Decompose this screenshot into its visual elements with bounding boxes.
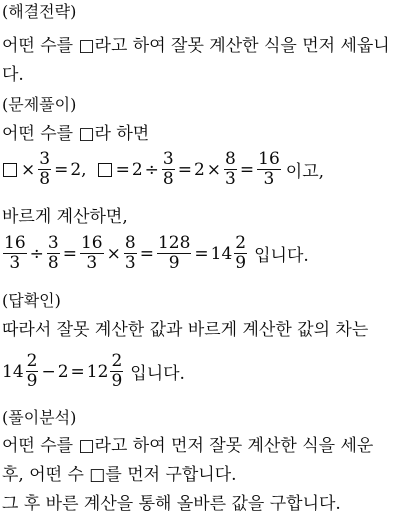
strategy-text-line1: 어떤 수를 □라고 하여 잘못 계산한 식을 먼저 세웁니 bbox=[2, 36, 390, 56]
analysis-text-line1: 어떤 수를 □라고 하여 먼저 잘못 계산한 식을 세운 bbox=[2, 436, 374, 456]
solution-text-line3: 바르게 계산하면, bbox=[2, 207, 128, 227]
analysis-text-line3: 그 후 바른 계산을 통해 올바른 값을 구합니다. bbox=[2, 494, 341, 514]
fraction-2-9: $\frac{2}{9}$ bbox=[235, 233, 247, 273]
fraction-8-3: $\frac{8}{3}$ bbox=[124, 233, 136, 273]
solution-equation-2: $\frac{16}{3}$ ÷ $\frac{3}{8}$ = $\frac{16}{3}$ × $\frac{8}{3}$ = $\frac{128}{9}$ = 14 $\frac{2}{9}$ 입니다. bbox=[4, 233, 309, 273]
solution-eq1-tail: 이고, bbox=[285, 162, 325, 182]
fraction-3-8: $\frac{3}{8}$ bbox=[47, 233, 59, 273]
fraction-8-3: $\frac{8}{3}$ bbox=[225, 149, 236, 189]
solution-eq2-tail: 입니다. bbox=[254, 246, 309, 266]
strategy-text-line2: 다. bbox=[2, 65, 24, 85]
fraction-3-8: $\frac{3}{8}$ bbox=[39, 149, 51, 189]
section-title-solution: (문제풀이) bbox=[2, 95, 77, 114]
fraction-2-9: $\frac{2}{9}$ bbox=[26, 351, 38, 391]
section-title-strategy: (해결전략) bbox=[2, 2, 77, 21]
solution-equation-1: × $\frac{3}{8}$ = 2 , = 2 ÷ $\frac{3}{8}$ = 2 × $\frac{8}{3}$ = $\frac{16}{3}$ 이고, bbox=[2, 150, 324, 189]
fraction-16-3: $\frac{16}{3}$ bbox=[258, 149, 280, 189]
section-title-check: (답확인) bbox=[2, 291, 61, 310]
fraction-128-9: $\frac{128}{9}$ bbox=[157, 233, 191, 273]
solution-text-line1: 어떤 수를 □라 하면 bbox=[2, 124, 150, 144]
section-title-analysis: (풀이분석) bbox=[2, 408, 77, 427]
fraction-16-3: $\frac{16}{3}$ bbox=[4, 233, 26, 273]
check-eq-tail: 입니다. bbox=[130, 364, 185, 384]
check-equation: 14 $\frac{2}{9}$ − 2 = 12 $\frac{2}{9}$ 입니다. bbox=[2, 351, 185, 391]
unknown-box-symbol bbox=[3, 163, 17, 177]
fraction-2-9: $\frac{2}{9}$ bbox=[111, 351, 123, 391]
analysis-text-line2: 후, 어떤 수 □를 먼저 구합니다. bbox=[2, 465, 237, 485]
check-text-line1: 따라서 잘못 계산한 값과 바르게 계산한 값의 차는 bbox=[2, 320, 369, 340]
fraction-3-8: $\frac{3}{8}$ bbox=[162, 149, 174, 189]
fraction-16-3: $\frac{16}{3}$ bbox=[80, 233, 103, 273]
unknown-box-symbol bbox=[98, 163, 112, 177]
